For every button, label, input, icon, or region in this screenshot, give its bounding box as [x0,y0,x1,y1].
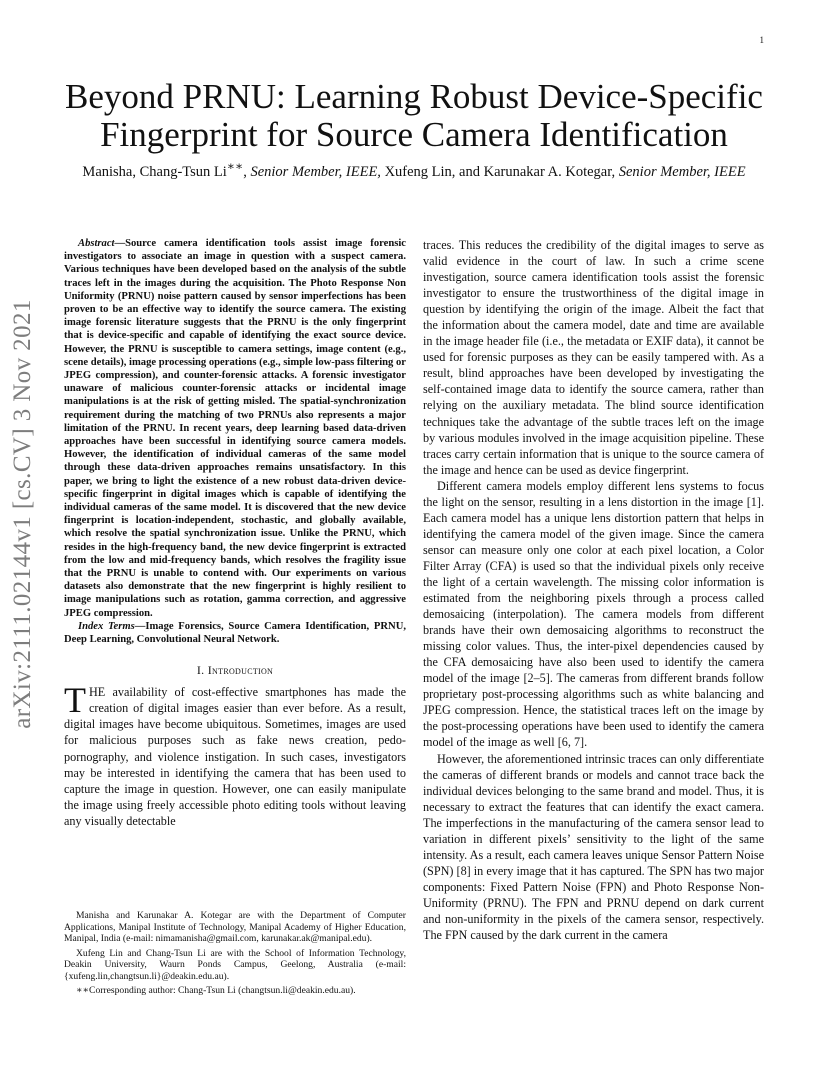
right-paragraph-3 [423,751,764,944]
paragraph-text: However, the aforementioned intrinsic traces can only differentiate the cameras of different brands or models and cannot trace back the individual devices belonging to the same brand and model. Thus, it is necessary to extract the features that can identify the exact camera. The imperfections in the manufacturing of the camera sensor lead to variation in different pixels’ sensitivity to the light of the same intensity. As a result, each camera leaves unique Sensor Pattern Noise (SPN) [423,751,764,878]
paper-title: Beyond PRNU: Learning Robust Device-Specific Fingerprint for Source Camera Identification [65,77,763,154]
author-names-1: Manisha, Chang-Tsun Li [82,163,227,180]
citation-link[interactable]: [1] [746,494,761,509]
author-separator: , [243,163,251,180]
abstract-text: —Source camera identification tools assist image forensic investigators to associate an image in question with a suspect camera. Various techniques have been developed based on the analysis of the subtle traces left in the images during the acquisition. The Photo Response Non Uniformity (PRNU) noise pattern caused by sensor imperfections has been proven to be an effective way to identify the source camera. The existing image forensic literature suggests that the PRNU is the only fingerprint that is device-specific and capable of identifying the exact source device. However, the PRNU is susceptible to camera settings, image content (e.g., scene details), image processing operations (e.g., simple low-pass filtering or JPEG compression), and counter-forensic attacks. A forensic investigator unaware of malicious counter-forensic attacks or incidental image manipulations is at the risk of getting misled. The spatial-synchronization requirement during the matching of two PRNUs also represents a major limitation of the PRNU. In recent years, deep learning based data-driven approaches have been successful in identifying source camera models. However, the identification of individual cameras of the same model through these data-driven approaches remains unsatisfactory. In this paper, we bring to light the existence of a new robust data-driven device-specific fingerprint in digital images which is capable of identifying the individual cameras of the same model. It is discovered that the new device fingerprint is location-independent, stochastic, and globally available, which resolve the spatial synchronization issue. Unlike the PRNU, which resides in the high-frequency band, the new device fingerprint is extracted from the low and mid-frequency bands, which resolves the fragility issue that the PRNU is unable to contend with. Our experiments on various datasets also demonstrate that the new fingerprint is highly resilient to image manipulations such as rotation, gamma correction, and aggressive JPEG compression. [64,238,407,619]
author-names-2: Xufeng Lin, and Karunakar A. Kotegar, [380,163,619,180]
paragraph-text: . The cameras from different brands follow proprietary post-processing algorithms such as white balancing and JPEG compression. Hence, the statistical traces left on the image by the post-processing operations have been used to identify the camera model of the image as well [423,671,764,750]
author-superscript: ∗∗ [226,159,244,173]
intro-paragraph [64,680,406,828]
arxiv-side-identifier [8,284,38,744]
footnote-affiliation-1: Manisha and Karunakar A. Kotegar are with the Department of Computer Applications, Manipal Institute of Technology, Manipal Academy of Higher Education, Manipal, India (e-mail: nimamanisha@gmail.com, karunakar.ak@manipal.edu). [64,910,406,944]
dropcap-letter: T [64,680,86,721]
right-paragraph-2 [423,478,764,751]
footnote-corresponding-author: ∗∗Corresponding author: Chang-Tsun Li (changtsun.li@deakin.edu.au). [76,985,356,996]
section-number: I. [196,663,208,678]
abstract-label: Abstract [78,238,115,249]
citation-link[interactable]: [2–5] [523,671,550,686]
index-terms-text: —Image Forensics, Source Camera Identification, PRNU, Deep Learning, Convolutional Neural Network. [64,620,406,646]
right-column [423,237,764,943]
section-heading-introduction [64,662,406,678]
paragraph-text: in every image that it has captured. The SPN has two major components: Fixed Pattern Noise (FPN) and Photo Response Non-Uniformity (PRNU). The FPN and PRNU depend on dark current and non-uniformity in the pixels of the camera sensor, respectively. The FPN caused by the dark current in the camera [423,863,764,943]
right-paragraph-1: traces. This reduces the credibility of the digital images to serve as valid evidence in the court of law. In such a crime scene investigation, source camera identification tools assist the forensic investigator to ensure the trustworthiness of the digital image in question by identifying the origin of the image. Albeit the fact that the information about the camera model, date and time are available in the image header file (i.e., the metadata or EXIF data), it cannot be used for forensic purposes as they can be easily tampered with. As a result, blind approaches have been developed by investigating the self-contained image data to identify the source camera, rather than relying on the auxiliary metadata. The blind source identification techniques take the advantage of the subtle traces left on the image by various modules involved in the image acquisition pipeline. These traces carry certain information that is unique to the source camera of the image and hence can be used as device fingerprint. [423,238,764,477]
author-role-2: Senior Member, IEEE [618,163,746,180]
arxiv-identifier-text: arXiv:2111.02144v1 [cs.CV] 3 Nov 2021 [9,299,37,729]
paragraph-text: . [584,735,588,750]
author-role-1: Senior Member, IEEE, [250,163,381,180]
page-number: 1 [759,35,764,45]
abstract [64,237,406,620]
paragraph-text: . Each camera model has a unique lens distortion pattern that helps in identifying the camera model of the given image. Since the camera sensor can measure only one color at each pixel location, a Color Filter Array (CFA) is used so that the individual pixels only receive the light of a certain wavelength. The missing color information is estimated from the neighboring pixels through a process called demosaicing (interpolation). The camera models from different brands have their own demosaicing algorithms to reconstruct the missing color values. Thus, the inter-pixel dependencies caused by the CFA demosaicing have also been used to identify the camera model of the image [423,494,764,686]
index-terms-label: Index Terms [78,620,135,632]
index-terms [64,620,406,646]
author-line [40,159,788,181]
intro-paragraph-text: HE availability of cost-effective smartphones has made the creation of digital images easier than ever before. As a result, digital images have become ubiquitous. Sometimes, images are used for malicious purposes such as fake news creation, pedo-pornography, and violence instigation. In such cases, investigators may be interested in identifying the camera that has been used to capture the image in question. However, one can easily manipulate the image using freely accessible photo editing tools without leaving any visually detectable [64,685,406,828]
footnotes [64,910,406,1000]
paragraph-text: Different camera models employ different lens systems to focus the light on the sensor, resulting in a lens distortion in the image [423,478,764,509]
citation-link[interactable]: [6, 7] [557,735,585,750]
footnote-affiliation-2: Xufeng Lin and Chang-Tsun Li are with the School of Information Technology, Deakin University, Waurn Ponds Campus, Geelong, Australia (e-mail: {xufeng.lin,changtsun.li}@deakin.edu.au). [64,947,406,982]
section-title: Introduction [207,663,274,678]
citation-link[interactable]: [8] [456,863,471,878]
left-column [64,237,406,829]
